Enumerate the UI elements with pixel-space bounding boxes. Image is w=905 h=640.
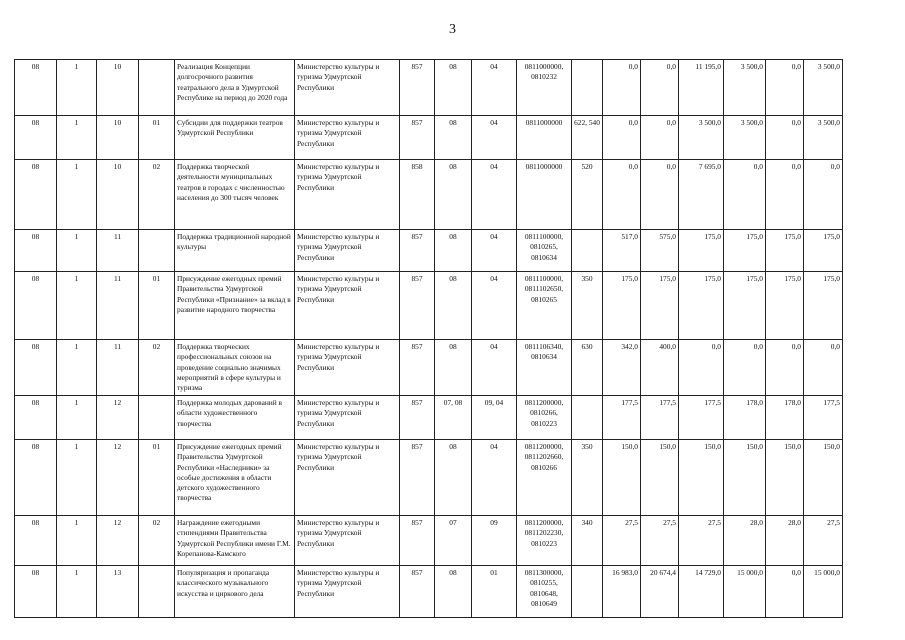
cell-value-3: 11 195,0	[679, 60, 724, 116]
cell-grbs: 858	[400, 160, 435, 230]
cell-value-3: 14 729,0	[679, 566, 724, 618]
cell-value-2: 150,0	[641, 440, 679, 516]
cell-vr: 350	[572, 440, 603, 516]
cell-value-5: 150,0	[766, 440, 804, 516]
cell-m: 02	[139, 160, 175, 230]
table-row	[15, 160, 843, 230]
cell-pp: 1	[57, 340, 97, 396]
cell-grbs: 857	[400, 60, 435, 116]
cell-value-2: 575,0	[641, 230, 679, 272]
cell-pp: 1	[57, 160, 97, 230]
cell-vr: 630	[572, 340, 603, 396]
cell-value-4: 0,0	[724, 160, 766, 230]
cell-value-4: 175,0	[724, 230, 766, 272]
cell-value-3: 0,0	[679, 340, 724, 396]
cell-rz: 08	[435, 566, 472, 618]
cell-pr: 04	[472, 440, 517, 516]
cell-org: Министерство культуры и туризма Удмуртской Республики	[295, 60, 400, 116]
cell-value-4: 150,0	[724, 440, 766, 516]
cell-value-5: 0,0	[766, 60, 804, 116]
cell-grbs: 857	[400, 516, 435, 566]
cell-m	[139, 230, 175, 272]
cell-m	[139, 566, 175, 618]
cell-value-6: 0,0	[804, 340, 843, 396]
cell-value-6: 3 500,0	[804, 60, 843, 116]
cell-gp: 08	[15, 440, 57, 516]
cell-org: Министерство культуры и туризма Удмуртской Республики	[295, 440, 400, 516]
cell-value-4: 175,0	[724, 272, 766, 340]
cell-gp: 08	[15, 230, 57, 272]
cell-pr: 09	[472, 516, 517, 566]
cell-value-1: 175,0	[603, 272, 641, 340]
cell-value-1: 0,0	[603, 60, 641, 116]
cell-om: 11	[97, 230, 139, 272]
cell-grbs: 857	[400, 116, 435, 160]
cell-gp: 08	[15, 516, 57, 566]
cell-pp: 1	[57, 396, 97, 440]
cell-value-1: 16 983,0	[603, 566, 641, 618]
cell-pr: 01	[472, 566, 517, 618]
cell-m: 01	[139, 116, 175, 160]
cell-rz: 08	[435, 440, 472, 516]
cell-rz: 08	[435, 272, 472, 340]
cell-value-6: 15 000,0	[804, 566, 843, 618]
cell-value-1: 177,5	[603, 396, 641, 440]
cell-code: 0811200000, 0810266, 0810223	[517, 396, 572, 440]
cell-org: Министерство культуры и туризма Удмуртской Республики	[295, 340, 400, 396]
cell-name: Поддержка традиционной народной культуры	[175, 230, 295, 272]
cell-value-3: 27,5	[679, 516, 724, 566]
table-row	[15, 340, 843, 396]
table-row	[15, 396, 843, 440]
cell-value-4: 178,0	[724, 396, 766, 440]
cell-m: 02	[139, 516, 175, 566]
cell-pr: 04	[472, 272, 517, 340]
cell-name: Поддержка творческих профессиональных союзов на проведение социально значимых мероприятий в сфере культуры и туризма	[175, 340, 295, 396]
cell-value-3: 3 500,0	[679, 116, 724, 160]
cell-value-2: 27,5	[641, 516, 679, 566]
cell-org: Министерство культуры и туризма Удмуртской Республики	[295, 566, 400, 618]
cell-value-6: 175,0	[804, 272, 843, 340]
cell-code: 0811000000, 0810232	[517, 60, 572, 116]
cell-pr: 04	[472, 160, 517, 230]
cell-pr: 04	[472, 230, 517, 272]
cell-vr	[572, 396, 603, 440]
cell-pp: 1	[57, 272, 97, 340]
cell-value-3: 175,0	[679, 230, 724, 272]
cell-value-3: 150,0	[679, 440, 724, 516]
cell-code: 0811200000, 0811202660, 0810266	[517, 440, 572, 516]
cell-value-6: 150,0	[804, 440, 843, 516]
cell-grbs: 857	[400, 230, 435, 272]
cell-pr: 04	[472, 340, 517, 396]
cell-value-1: 27,5	[603, 516, 641, 566]
cell-org: Министерство культуры и туризма Удмуртской Республики	[295, 116, 400, 160]
cell-rz: 08	[435, 340, 472, 396]
cell-pr: 09, 04	[472, 396, 517, 440]
cell-value-1: 517,0	[603, 230, 641, 272]
cell-grbs: 857	[400, 340, 435, 396]
cell-name: Субсидии для поддержки театров Удмуртской Республики	[175, 116, 295, 160]
cell-value-1: 0,0	[603, 116, 641, 160]
cell-pp: 1	[57, 566, 97, 618]
cell-om: 11	[97, 272, 139, 340]
cell-vr	[572, 230, 603, 272]
cell-om: 12	[97, 396, 139, 440]
cell-value-2: 0,0	[641, 60, 679, 116]
cell-value-2: 20 674,4	[641, 566, 679, 618]
cell-code: 0811100000, 0810265, 0810634	[517, 230, 572, 272]
cell-value-4: 15 000,0	[724, 566, 766, 618]
cell-value-3: 177,5	[679, 396, 724, 440]
cell-vr	[572, 60, 603, 116]
cell-pp: 1	[57, 60, 97, 116]
cell-value-5: 175,0	[766, 272, 804, 340]
cell-om: 12	[97, 516, 139, 566]
table-row	[15, 230, 843, 272]
cell-org: Министерство культуры и туризма Удмуртской Республики	[295, 160, 400, 230]
table-row	[15, 566, 843, 618]
cell-gp: 08	[15, 160, 57, 230]
cell-vr: 350	[572, 272, 603, 340]
cell-value-6: 27,5	[804, 516, 843, 566]
cell-rz: 08	[435, 116, 472, 160]
cell-org: Министерство культуры и туризма Удмуртской Республики	[295, 230, 400, 272]
cell-value-5: 0,0	[766, 340, 804, 396]
cell-value-5: 178,0	[766, 396, 804, 440]
cell-om: 11	[97, 340, 139, 396]
cell-value-1: 150,0	[603, 440, 641, 516]
cell-org: Министерство культуры и туризма Удмуртской Республики	[295, 272, 400, 340]
cell-value-5: 175,0	[766, 230, 804, 272]
cell-m: 01	[139, 440, 175, 516]
cell-code: 0811106340, 0810634	[517, 340, 572, 396]
table-row	[15, 272, 843, 340]
cell-om: 10	[97, 60, 139, 116]
cell-value-5: 0,0	[766, 116, 804, 160]
cell-value-6: 175,0	[804, 230, 843, 272]
cell-name: Присуждение ежегодных премий Правительства Удмуртской Республики «Признание» за вклад в развитие народного творчества	[175, 272, 295, 340]
cell-m	[139, 60, 175, 116]
cell-grbs: 857	[400, 440, 435, 516]
cell-value-2: 0,0	[641, 160, 679, 230]
cell-gp: 08	[15, 272, 57, 340]
cell-om: 13	[97, 566, 139, 618]
cell-value-5: 28,0	[766, 516, 804, 566]
cell-rz: 08	[435, 60, 472, 116]
cell-value-2: 400,0	[641, 340, 679, 396]
cell-vr: 520	[572, 160, 603, 230]
cell-pr: 04	[472, 60, 517, 116]
cell-pr: 04	[472, 116, 517, 160]
cell-code: 0811000000	[517, 116, 572, 160]
cell-value-4: 3 500,0	[724, 60, 766, 116]
cell-rz: 08	[435, 230, 472, 272]
cell-value-6: 177,5	[804, 396, 843, 440]
cell-value-5: 0,0	[766, 566, 804, 618]
cell-vr: 340	[572, 516, 603, 566]
cell-value-5: 0,0	[766, 160, 804, 230]
cell-code: 0811300000, 0810255, 0810648, 0810649	[517, 566, 572, 618]
page-number: 3	[449, 22, 456, 37]
cell-name: Присуждение ежегодных премий Правительства Удмуртской Республики «Наследники» за особые достижения в области детского художественного творчества	[175, 440, 295, 516]
cell-value-3: 7 695,0	[679, 160, 724, 230]
cell-m: 02	[139, 340, 175, 396]
cell-code: 0811200000, 0811202230, 0810223	[517, 516, 572, 566]
cell-value-4: 0,0	[724, 340, 766, 396]
cell-m	[139, 396, 175, 440]
cell-pp: 1	[57, 516, 97, 566]
budget-table	[14, 59, 843, 618]
cell-code: 0811000000	[517, 160, 572, 230]
cell-name: Награждение ежегодными стипендиями Правительства Удмуртской Республики имени Г.М. Корепанова-Камского	[175, 516, 295, 566]
cell-name: Популяризация и пропаганда классического музыкального искусства и циркового дела	[175, 566, 295, 618]
cell-value-4: 3 500,0	[724, 116, 766, 160]
cell-value-6: 3 500,0	[804, 116, 843, 160]
cell-om: 12	[97, 440, 139, 516]
cell-vr: 622, 540	[572, 116, 603, 160]
table-row	[15, 516, 843, 566]
cell-m: 01	[139, 272, 175, 340]
cell-gp: 08	[15, 60, 57, 116]
cell-code: 0811100000, 0811102650, 0810265	[517, 272, 572, 340]
cell-name: Поддержка молодых дарований в области художественного творчества	[175, 396, 295, 440]
cell-gp: 08	[15, 340, 57, 396]
cell-value-2: 175,0	[641, 272, 679, 340]
table-row	[15, 440, 843, 516]
cell-om: 10	[97, 116, 139, 160]
cell-org: Министерство культуры и туризма Удмуртской Республики	[295, 516, 400, 566]
cell-value-2: 0,0	[641, 116, 679, 160]
cell-grbs: 857	[400, 272, 435, 340]
cell-om: 10	[97, 160, 139, 230]
cell-value-4: 28,0	[724, 516, 766, 566]
cell-value-3: 175,0	[679, 272, 724, 340]
cell-grbs: 857	[400, 566, 435, 618]
cell-value-6: 0,0	[804, 160, 843, 230]
table-row	[15, 60, 843, 116]
cell-value-1: 342,0	[603, 340, 641, 396]
cell-rz: 07, 08	[435, 396, 472, 440]
cell-name: Реализация Концепции долгосрочного развития театрального дела в Удмуртской Республике на период до 2020 года	[175, 60, 295, 116]
cell-pp: 1	[57, 116, 97, 160]
cell-rz: 08	[435, 160, 472, 230]
cell-gp: 08	[15, 566, 57, 618]
table-row	[15, 116, 843, 160]
cell-vr	[572, 566, 603, 618]
cell-value-1: 0,0	[603, 160, 641, 230]
cell-gp: 08	[15, 116, 57, 160]
cell-gp: 08	[15, 396, 57, 440]
cell-value-2: 177,5	[641, 396, 679, 440]
cell-grbs: 857	[400, 396, 435, 440]
cell-rz: 07	[435, 516, 472, 566]
cell-pp: 1	[57, 230, 97, 272]
cell-org: Министерство культуры и туризма Удмуртской Республики	[295, 396, 400, 440]
cell-pp: 1	[57, 440, 97, 516]
cell-name: Поддержка творческой деятельности муниципальных театров в городах с численностью населения до 300 тысяч человек	[175, 160, 295, 230]
